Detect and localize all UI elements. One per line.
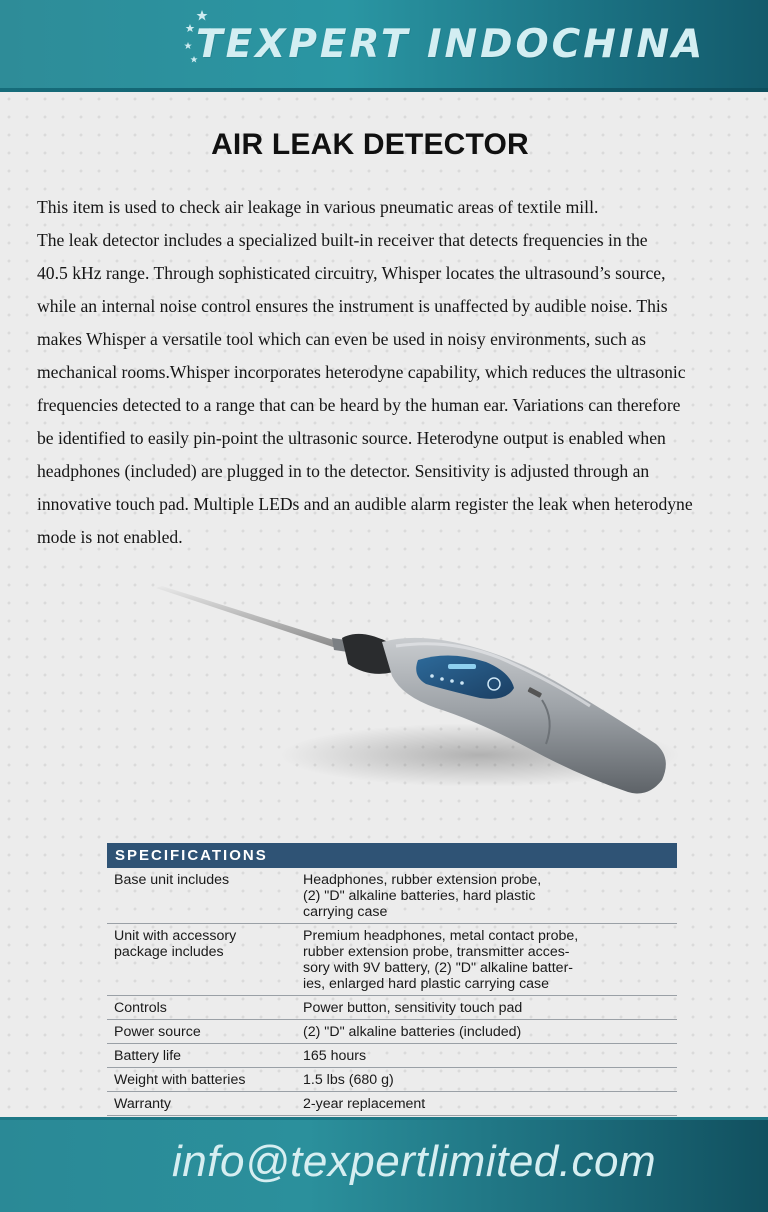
description-line: be identified to easily pin-point the ultrasonic source. Heterodyne output is enabled when bbox=[37, 428, 666, 448]
leak-detector-device-icon bbox=[150, 580, 680, 810]
spec-value-line: sory with 9V battery, (2) "D" alkaline batter- bbox=[303, 960, 574, 976]
footer-banner bbox=[0, 1117, 768, 1212]
header-banner bbox=[0, 0, 768, 92]
specifications-heading: SPECIFICATIONS bbox=[107, 843, 677, 868]
spec-label: Controls bbox=[114, 1000, 167, 1016]
spec-label-line: Unit with accessory bbox=[114, 928, 237, 944]
spec-label-line: Base unit includes bbox=[114, 872, 230, 888]
description-line: makes Whisper a versatile tool which can even be used in noisy environments, such as bbox=[37, 329, 646, 349]
description-line: while an internal noise control ensures the instrument is unaffected by audible noise. This bbox=[37, 296, 668, 316]
spec-label: Weight with batteries bbox=[114, 1072, 246, 1088]
table-row bbox=[107, 1044, 677, 1068]
spec-value: 165 hours bbox=[303, 1048, 367, 1064]
spec-value: 1.5 lbs (680 g) bbox=[303, 1072, 394, 1088]
spec-value bbox=[303, 928, 677, 992]
table-row bbox=[107, 924, 677, 996]
spec-label bbox=[107, 872, 303, 920]
brand-logo-text: TEXPERT INDOCHINA bbox=[196, 21, 706, 67]
description-line: headphones (included) are plugged in to the detector. Sensitivity is adjusted through an bbox=[37, 461, 650, 481]
description-line: The leak detector includes a specialized built-in receiver that detects frequencies in the bbox=[37, 230, 648, 250]
table-row bbox=[107, 1068, 677, 1092]
description-line: mechanical rooms.Whisper incorporates heterodyne capability, which reduces the ultrasonic bbox=[37, 362, 686, 382]
spec-value: Power button, sensitivity touch pad bbox=[303, 1000, 523, 1016]
spec-label: Power source bbox=[114, 1024, 201, 1040]
spec-value bbox=[303, 872, 677, 920]
description-line: 40.5 kHz range. Through sophisticated circuitry, Whisper locates the ultrasound’s source, bbox=[37, 263, 666, 283]
spec-value-line: (2) "D" alkaline batteries, hard plastic bbox=[303, 888, 536, 904]
spec-label bbox=[107, 928, 303, 992]
table-row bbox=[107, 1020, 677, 1044]
spec-value: (2) "D" alkaline batteries (included) bbox=[303, 1024, 522, 1040]
table-row bbox=[107, 868, 677, 924]
specifications-table bbox=[107, 843, 677, 1116]
spec-value-line: Headphones, rubber extension probe, bbox=[303, 872, 542, 888]
contact-email: info@texpertlimited.com bbox=[172, 1137, 657, 1186]
spec-value-line: ies, enlarged hard plastic carrying case bbox=[303, 976, 550, 992]
spec-value-line: carrying case bbox=[303, 904, 388, 920]
table-row bbox=[107, 1092, 677, 1116]
table-row bbox=[107, 996, 677, 1020]
spec-label: Warranty bbox=[114, 1096, 172, 1112]
description-line: This item is used to check air leakage in various pneumatic areas of textile mill. bbox=[37, 197, 599, 217]
description-line: mode is not enabled. bbox=[37, 527, 183, 547]
description-line: frequencies detected to a range that can be heard by the human ear. Variations can therefore bbox=[37, 395, 681, 415]
description-paragraph bbox=[37, 191, 753, 554]
spec-value: 2-year replacement bbox=[303, 1096, 426, 1112]
description-line: innovative touch pad. Multiple LEDs and an audible alarm register the leak when heterodyne bbox=[37, 494, 693, 514]
spec-value-line: Premium headphones, metal contact probe, bbox=[303, 928, 579, 944]
spec-value-line: rubber extension probe, transmitter acces- bbox=[303, 944, 570, 960]
page-title: AIR LEAK DETECTOR bbox=[211, 128, 529, 161]
spec-label-line: package includes bbox=[114, 944, 224, 960]
spec-label: Battery life bbox=[114, 1048, 182, 1064]
